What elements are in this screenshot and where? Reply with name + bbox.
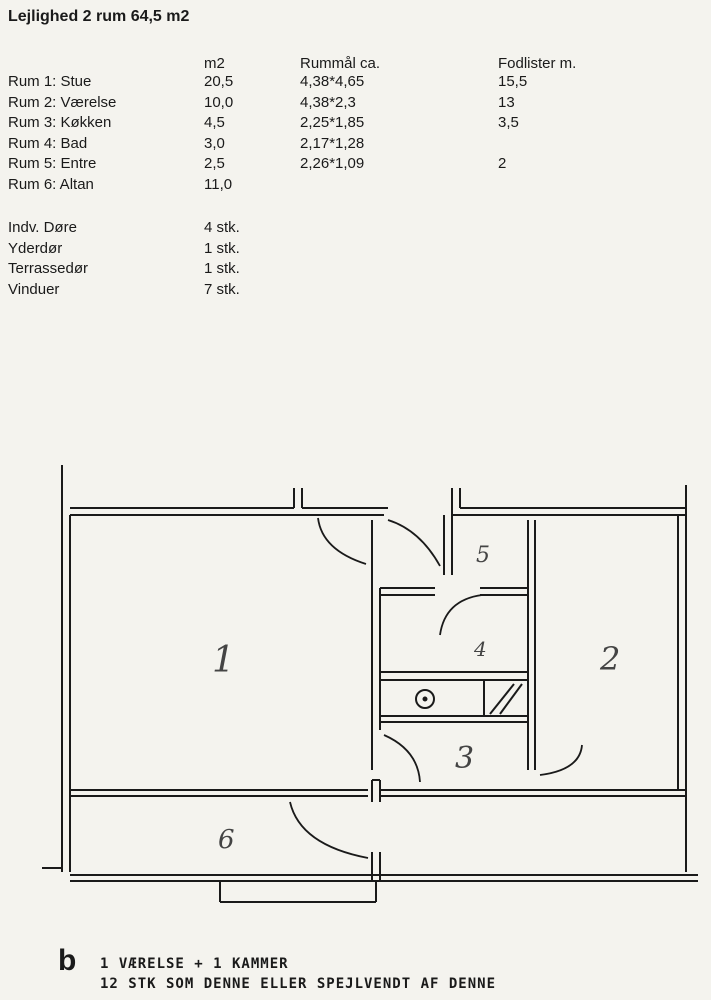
room-dims: 4,38*4,65	[300, 73, 365, 90]
outer-walls	[62, 465, 686, 872]
balcony-and-windows	[42, 780, 698, 902]
room-fodlister: 2	[498, 155, 507, 172]
element-label-column	[8, 218, 88, 300]
doors	[290, 518, 582, 858]
room-fodlister	[498, 134, 527, 155]
element-label: Terrassedør	[8, 260, 89, 277]
room-area: 4,5	[204, 114, 225, 131]
room-dims	[300, 175, 364, 196]
room-fodlister	[498, 175, 527, 196]
element-qty-column	[204, 218, 240, 300]
room-label: Rum 4: Bad	[8, 134, 88, 152]
header-fodlister: Fodlister m.	[498, 55, 577, 72]
element-label: Yderdør	[8, 239, 63, 257]
room-fodlister-column	[498, 72, 527, 195]
room-fodlister: 13	[498, 93, 515, 111]
room-area: 20,5	[204, 73, 234, 90]
header-dims: Rummål ca.	[300, 55, 381, 72]
room-area: 2,5	[204, 155, 225, 172]
header-m2: m2	[204, 55, 225, 72]
element-label: Vinduer	[8, 280, 60, 298]
room-label: Rum 3: Køkken	[8, 114, 112, 131]
caption-letter: b	[58, 944, 77, 977]
room-dims: 2,17*1,28	[300, 134, 365, 152]
room-area-column	[204, 72, 233, 195]
room-label: Rum 2: Værelse	[8, 93, 117, 111]
room-area: 11,0	[204, 175, 233, 193]
page-title: Lejlighed 2 rum 64,5 m2	[8, 8, 190, 25]
room-number-3: 3	[455, 741, 475, 776]
room-number-1: 1	[212, 640, 235, 681]
room-area: 3,0	[204, 134, 225, 152]
room-number-2: 2	[600, 640, 621, 678]
room-label: Rum 5: Entre	[8, 155, 97, 172]
room-number-6: 6	[218, 825, 235, 855]
room-dims: 4,38*2,3	[300, 93, 356, 111]
room-fodlister: 3,5	[498, 114, 519, 131]
room-dims: 2,26*1,09	[300, 155, 365, 172]
room-dims: 2,25*1,85	[300, 114, 365, 131]
room-number-4: 4	[474, 637, 487, 661]
room-label-column	[8, 72, 116, 195]
room-label: Rum 1: Stue	[8, 73, 92, 90]
floor-plan	[0, 440, 711, 920]
interior-walls	[372, 515, 535, 770]
element-qty: 1 stk.	[204, 260, 240, 277]
room-dims-column	[300, 72, 364, 195]
room-fodlister: 15,5	[498, 73, 528, 90]
room-label: Rum 6: Altan	[8, 175, 94, 193]
caption-line-1: 1 VÆRELSE + 1 KAMMER	[100, 956, 289, 972]
element-qty: 1 stk.	[204, 239, 240, 257]
element-qty: 4 stk.	[204, 219, 240, 236]
room-number-5: 5	[476, 543, 490, 568]
element-qty: 7 stk.	[204, 280, 240, 298]
caption-line-2: 12 STK SOM DENNE ELLER SPEJLVENDT AF DENNE	[100, 976, 497, 992]
element-label: Indv. Døre	[8, 219, 77, 236]
room-area: 10,0	[204, 93, 234, 111]
